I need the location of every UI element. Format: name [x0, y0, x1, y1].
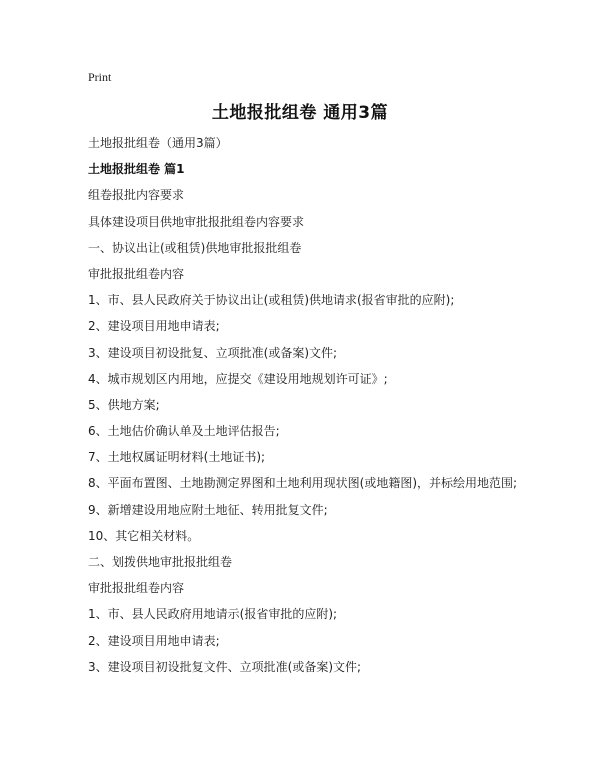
list-item: 7、土地权属证明材料(土地证书);	[88, 450, 266, 465]
list-item: 8、平面布置图、土地勘测定界图和土地利用现状图(或地籍图)，并标绘用地范围;	[88, 476, 518, 491]
page-title: 土地报批组卷 通用3篇	[211, 103, 389, 123]
list-item: 2、建设项目用地申请表;	[88, 319, 220, 334]
list-item: 10、其它相关材料。	[88, 528, 200, 543]
list-item: 6、土地估价确认单及土地评估报告;	[88, 424, 280, 439]
text-line: 组卷报批内容要求	[88, 188, 185, 203]
list-item: 3、建设项目初设批复文件、立项批准(或备案)文件;	[88, 659, 362, 674]
section-heading: 土地报批组卷 篇1	[88, 162, 185, 177]
text-line: 具体建设项目供地审批报批组卷内容要求	[88, 214, 305, 229]
text-line: 二、划拨供地审批报批组卷	[88, 555, 233, 569]
text-line: 审批报批组卷内容	[88, 266, 185, 281]
list-item: 4、城市规划区内用地，应提交《建设用地规划许可证》;	[88, 371, 388, 386]
text-line: 审批报批组卷内容	[88, 581, 185, 596]
list-item: 9、新增建设用地应附土地征、转用批复文件;	[88, 502, 328, 517]
list-item: 1、市、县人民政府用地请示(报省审批的应附);	[88, 607, 338, 622]
list-item: 3、建设项目初设批复、立项批准(或备案)文件;	[88, 345, 338, 360]
list-item: 5、供地方案;	[88, 397, 160, 412]
document-body	[88, 130, 528, 680]
list-item: 2、建设项目用地申请表;	[88, 633, 220, 648]
text-line: 一、协议出让(或租赁)供地审批报批组卷	[88, 240, 302, 255]
list-item: 1、市、县人民政府关于协议出让(或租赁)供地请求(报省审批的应附);	[88, 293, 455, 308]
print-label: Print	[88, 70, 112, 84]
text-line: 土地报批组卷（通用3篇）	[88, 136, 228, 150]
